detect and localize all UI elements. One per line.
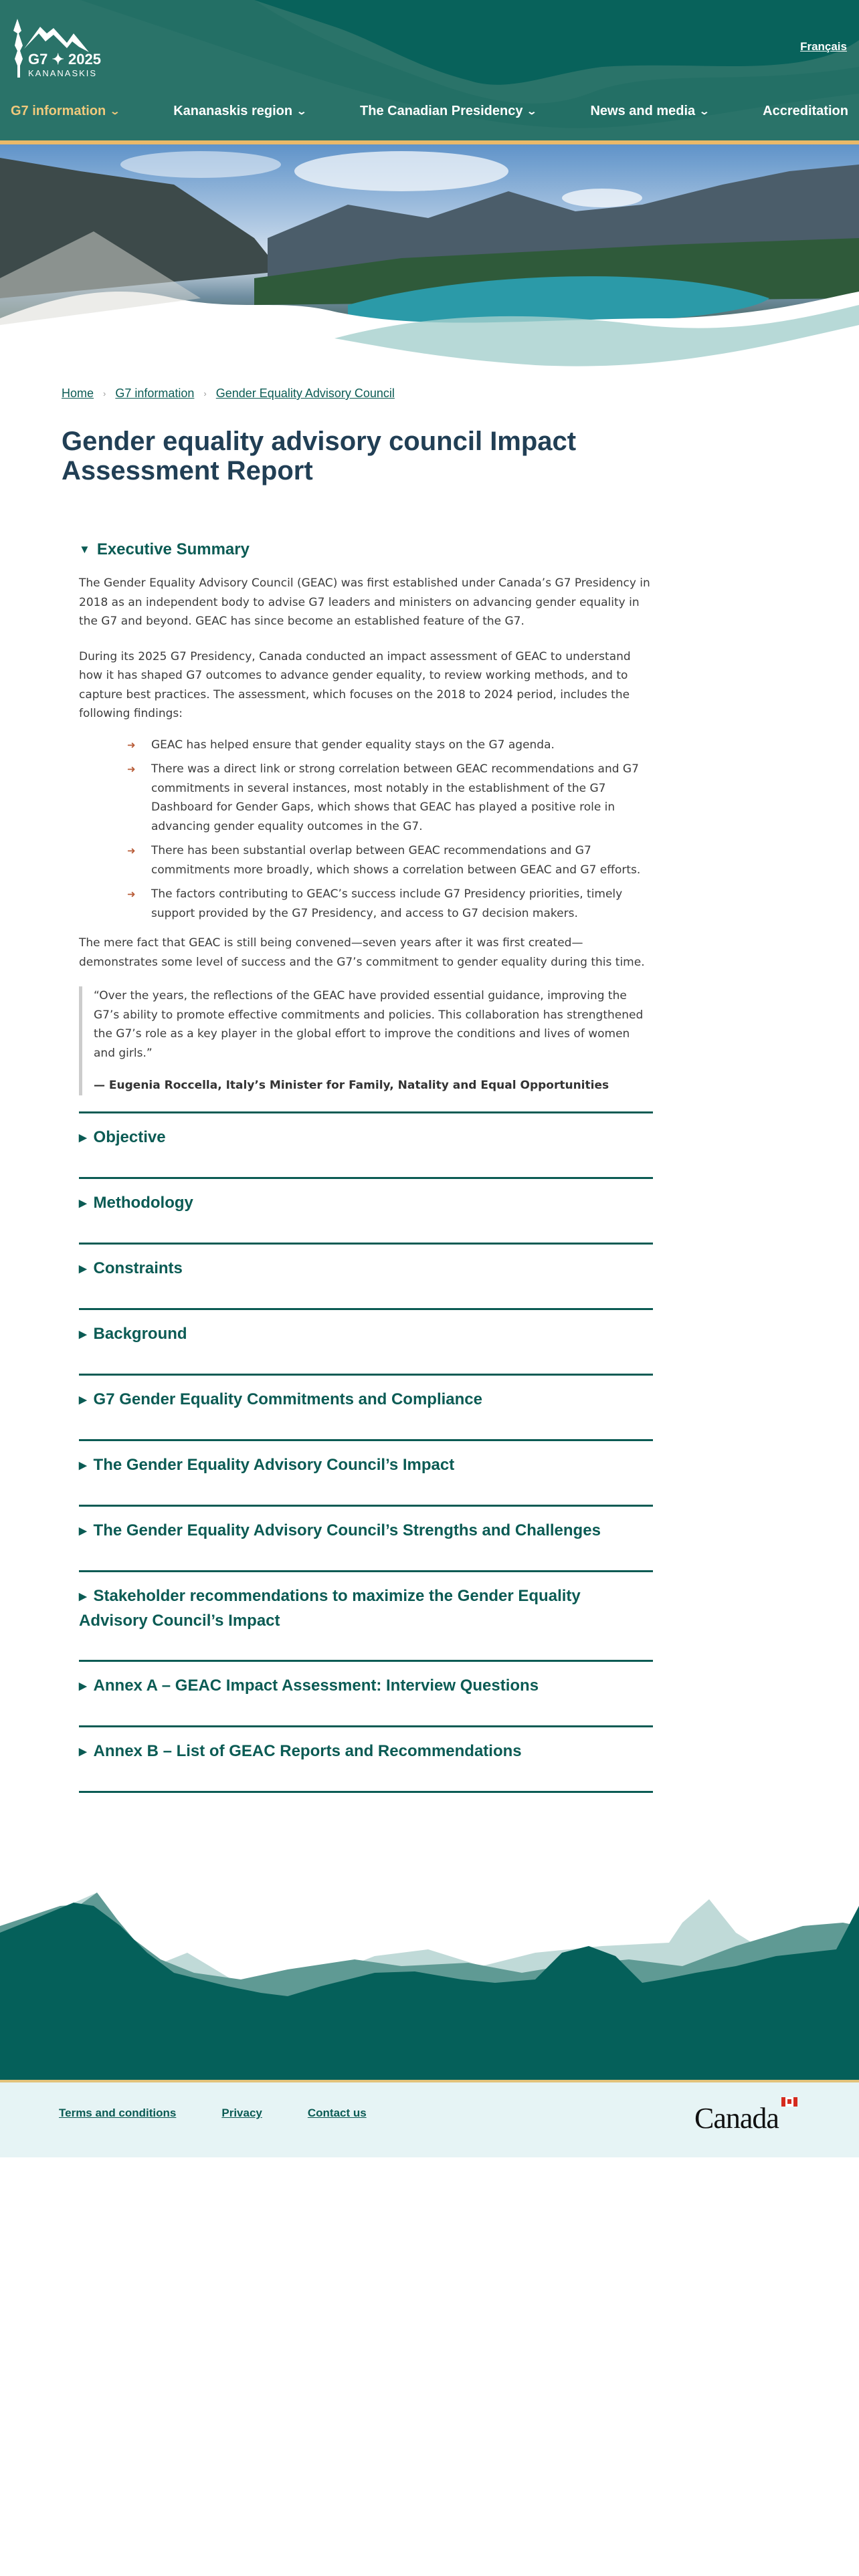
quote-attribution: — Eugenia Roccella, Italy’s Minister for Family, Natality and Equal Opportunities (94, 1079, 609, 1092)
landscape-illustration (0, 144, 859, 399)
triangle-right-icon: ▶ (79, 1680, 87, 1692)
nav-label: G7 information (11, 104, 106, 118)
terms-link[interactable]: Terms and conditions (59, 2107, 177, 2119)
hero-image (0, 144, 859, 399)
triangle-right-icon: ▶ (79, 1459, 87, 1471)
accordion-methodology[interactable] (79, 1177, 653, 1243)
accordion-label: Objective (93, 1128, 166, 1146)
finding-text: There has been substantial overlap between GEAC recommendations and G7 commitments more broadly, which shows a correlation between GEAC and G7 efforts. (151, 844, 641, 877)
accordion-label: G7 Gender Equality Commitments and Compliance (93, 1390, 482, 1408)
nav-label: The Canadian Presidency (360, 104, 523, 118)
finding-text: GEAC has helped ensure that gender equality stays on the G7 agenda. (151, 738, 555, 752)
privacy-link[interactable]: Privacy (221, 2107, 262, 2119)
executive-summary-section (79, 535, 653, 1095)
accordion-strengths-challenges[interactable] (79, 1505, 653, 1570)
accordion-commitments-compliance[interactable] (79, 1374, 653, 1439)
nav-news-and-media[interactable] (590, 104, 708, 119)
summary-closing: The mere fact that GEAC is still being convened—seven years after it was first created—demonstrates some level of success and the G7’s commitment to gender equality during this time. (79, 936, 645, 969)
chevron-down-icon: ⌄ (698, 106, 710, 116)
canada-wordmark: Canada (694, 2102, 779, 2135)
arrow-right-icon: ➜ (127, 845, 136, 857)
list-item (127, 885, 653, 923)
accordion-label: Annex B – List of GEAC Reports and Recommendations (93, 1741, 522, 1760)
nav-label: Kananaskis region (173, 104, 293, 118)
breadcrumb-geac[interactable]: Gender Equality Advisory Council (215, 387, 395, 400)
nav-kananaskis-region[interactable] (173, 104, 306, 119)
quote-text: “Over the years, the reflections of the GEAC have provided essential guidance, improving the G7’s ability to promote effective commitments and policies. This collaboration has strengthened the G7’s role as a key player in the global effort to improve the conditions and lives of women and girls.” (94, 989, 644, 1060)
finding-text: The factors contributing to GEAC’s success include G7 Presidency priorities, timely support provided by the G7 Presidency, and access to G7 decision makers. (151, 887, 623, 920)
quote-block (79, 986, 653, 1095)
accordion-label: Background (93, 1324, 187, 1343)
accordion-label: The Gender Equality Advisory Council’s Impact (93, 1455, 455, 1474)
nav-canadian-presidency[interactable] (360, 104, 536, 119)
summary-paragraph: During its 2025 G7 Presidency, Canada conducted an impact assessment of GEAC to understand how it has shaped G7 outcomes to advance gender equality, to review working methods, and to capture best practices. The assessment, which focuses on the 2018 to 2024 period, includes the following findings: (79, 649, 631, 720)
footer-links (59, 2107, 367, 2120)
findings-list (127, 736, 653, 924)
accordion-annex-a[interactable] (79, 1660, 653, 1725)
list-item (127, 736, 653, 755)
accordion-label: Methodology (93, 1193, 193, 1212)
accordion-constraints[interactable] (79, 1243, 653, 1308)
main-content (79, 535, 653, 1793)
triangle-right-icon: ▶ (79, 1197, 87, 1209)
triangle-down-icon: ▼ (79, 543, 90, 556)
accordion-label: Annex A – GEAC Impact Assessment: Interview Questions (93, 1676, 539, 1695)
divider (79, 1791, 653, 1793)
arrow-right-icon: ➜ (127, 738, 136, 751)
accordion-background[interactable] (79, 1308, 653, 1374)
triangle-right-icon: ▶ (79, 1525, 87, 1537)
triangle-right-icon: ▶ (79, 1394, 87, 1406)
nav-label: News and media (590, 104, 696, 118)
chevron-right-icon: › (103, 389, 106, 399)
logo-text: G7 ✦ 2025 (28, 51, 101, 68)
finding-text: There was a direct link or strong correlation between GEAC recommendations and G7 commitments in several instances, most notably in the establishment of the G7 Dashboard for Gender Gaps, which shows that GEAC has played a positive role in advancing gender equality outcomes in the G7. (151, 762, 639, 833)
chevron-right-icon: › (203, 389, 207, 399)
svg-text:KANANASKIS: KANANASKIS (28, 68, 98, 78)
triangle-right-icon: ▶ (79, 1745, 87, 1757)
triangle-right-icon: ▶ (79, 1132, 87, 1144)
accordion-label: Constraints (93, 1259, 183, 1277)
triangle-right-icon: ▶ (79, 1328, 87, 1340)
language-toggle-link[interactable]: Français (800, 40, 847, 53)
mountain-logo-icon (12, 19, 112, 79)
executive-summary-toggle[interactable] (79, 535, 653, 564)
accordion-label: The Gender Equality Advisory Council’s Strengths and Challenges (93, 1521, 601, 1539)
accordion-objective[interactable] (79, 1111, 653, 1177)
g7-kananaskis-logo[interactable] (12, 19, 112, 79)
contact-link[interactable]: Contact us (307, 2107, 367, 2119)
header-background (0, 0, 859, 140)
breadcrumb (62, 387, 395, 401)
site-footer (0, 2082, 859, 2157)
main-nav (0, 104, 859, 119)
triangle-right-icon: ▶ (79, 1590, 87, 1602)
canada-flag-icon (781, 2097, 797, 2107)
nav-accreditation[interactable] (763, 104, 848, 119)
mountain-footer-illustration (0, 1859, 859, 2080)
list-item (127, 760, 653, 836)
page-title: Gender equality advisory council Impact Assessment Report (62, 427, 577, 486)
chevron-down-icon: ⌄ (109, 106, 121, 116)
breadcrumb-g7-information[interactable]: G7 information (115, 387, 195, 400)
triangle-right-icon: ▶ (79, 1263, 87, 1275)
site-header (0, 0, 859, 140)
chevron-down-icon: ⌄ (296, 106, 308, 116)
accordion-geac-impact[interactable] (79, 1439, 653, 1505)
arrow-right-icon: ➜ (127, 888, 136, 900)
nav-g7-information[interactable] (11, 104, 119, 119)
accordion-stakeholder-recommendations[interactable] (79, 1570, 653, 1660)
list-item (127, 841, 653, 879)
breadcrumb-home[interactable]: Home (62, 387, 94, 400)
accordion-annex-b[interactable] (79, 1725, 653, 1791)
chevron-down-icon: ⌄ (527, 106, 538, 116)
nav-label: Accreditation (763, 104, 848, 118)
section-title: Executive Summary (96, 540, 250, 558)
arrow-right-icon: ➜ (127, 763, 136, 775)
summary-paragraph: The Gender Equality Advisory Council (GEAC) was first established under Canada’s G7 Presidency in 2018 as an independent body to advise G7 leaders and ministers on advancing gender equality in the G7 and beyond. GEAC has since become an established feature of the G7. (79, 576, 650, 628)
accordion-label: Stakeholder recommendations to maximize the Gender Equality Advisory Council’s Impact (79, 1586, 581, 1630)
